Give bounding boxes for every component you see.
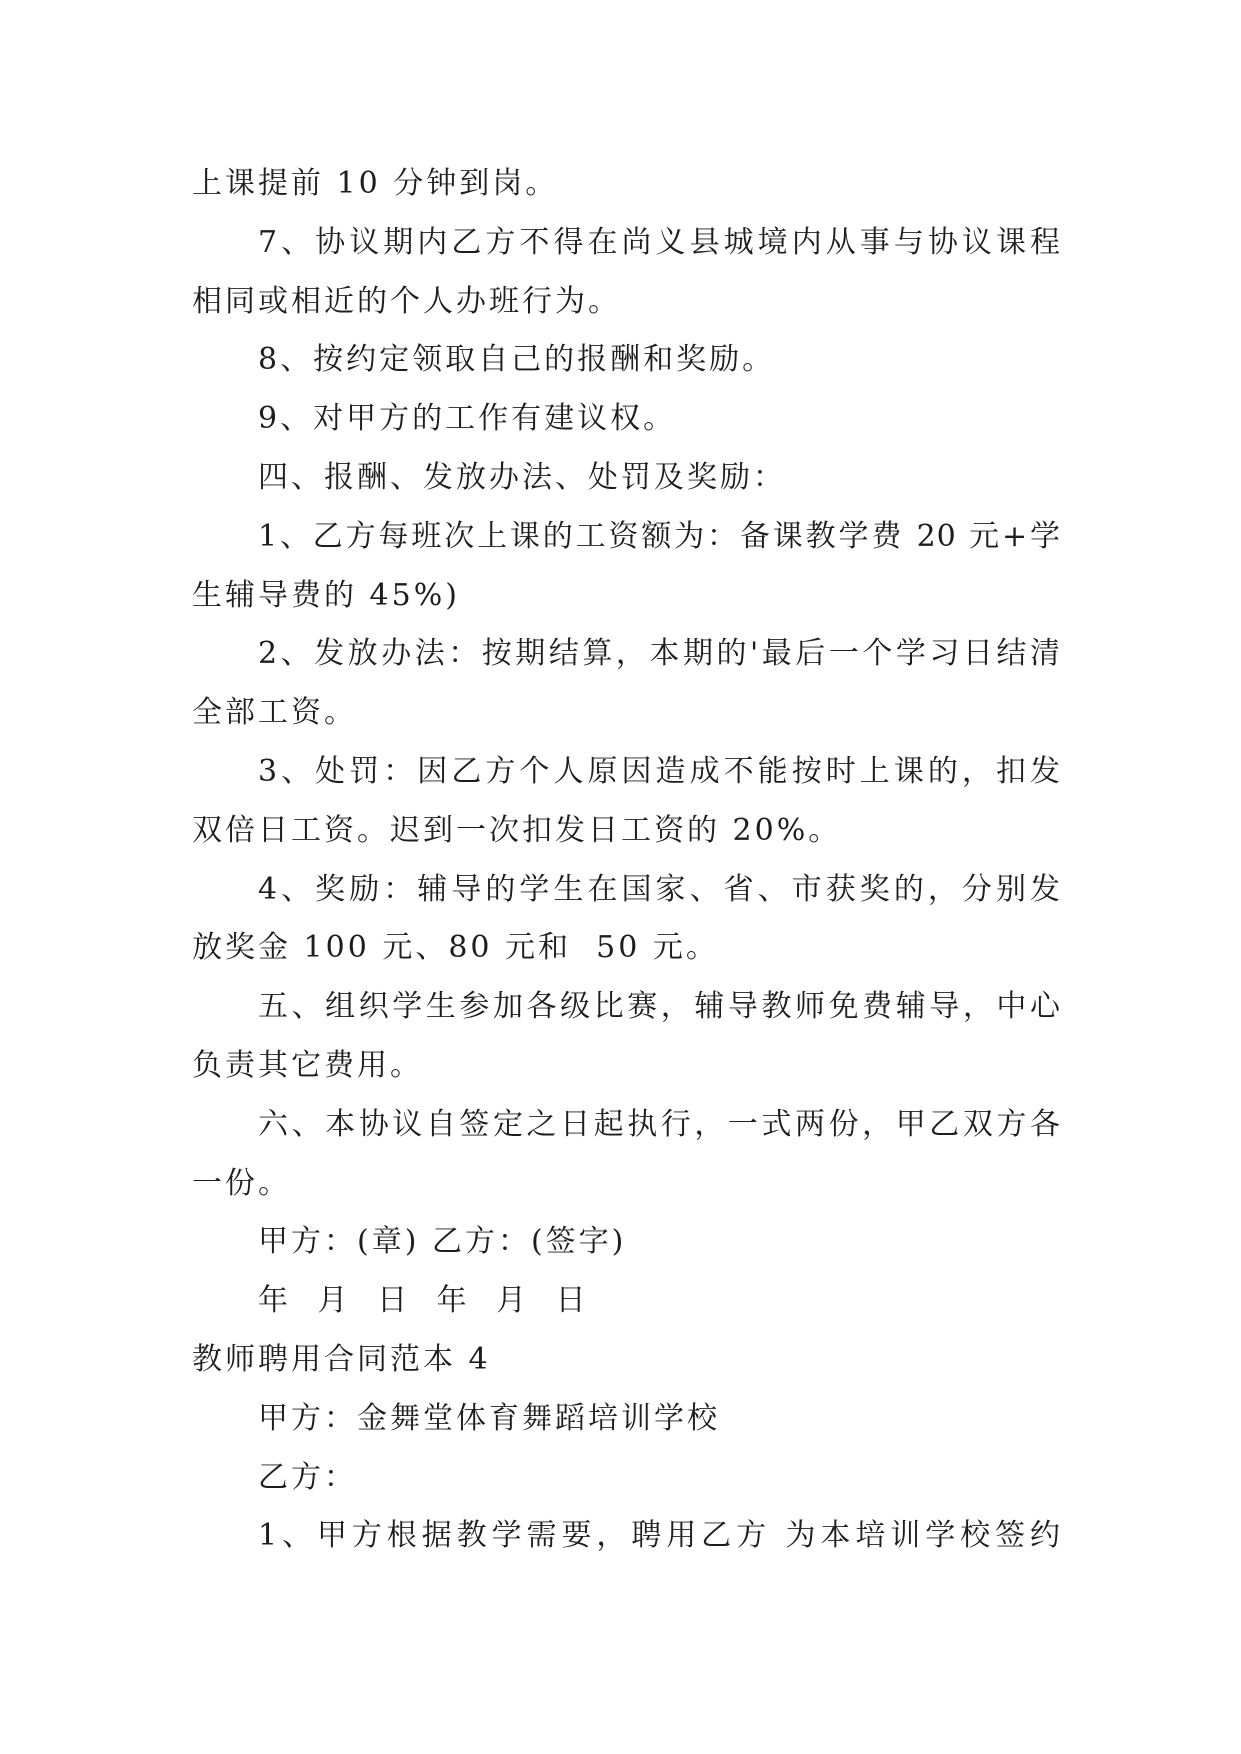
section-6 [192, 1096, 1061, 1214]
paragraph-line: 1、甲方根据教学需要，聘用乙方 为本培训学校签约 [258, 1518, 1061, 1554]
paragraph-line: 甲方：金舞堂体育舞蹈培训学校 [258, 1400, 720, 1436]
party-a [192, 1390, 1061, 1449]
paragraph-line: 7、协议期内乙方不得在尚义县城境内从事与协议课程 [258, 224, 1061, 260]
clause-7 [192, 214, 1061, 332]
date-line [192, 1272, 1061, 1331]
paragraph-line: 年 月 日 年 月 日 [258, 1283, 589, 1319]
paragraph-line: 相同或相近的个人办班行为。 [192, 283, 621, 319]
paragraph-line: 双倍日工资。迟到一次扣发日工资的 20%。 [192, 812, 842, 848]
paragraph-line: 放奖金 100 元、80 元和 50 元。 [192, 930, 719, 966]
continued-clause [192, 155, 1061, 214]
clause-1 [192, 1507, 1061, 1566]
paragraph-line: 全部工资。 [192, 695, 357, 731]
contract-title: 教师聘用合同范本 4 [192, 1341, 491, 1377]
paragraph-line: 五、组织学生参加各级比赛，辅导教师免费辅导，中心 [258, 989, 1061, 1025]
paragraph-line: 一份。 [192, 1165, 291, 1201]
document-body [192, 155, 1061, 1566]
paragraph-line: 4、奖励：辅导的学生在国家、省、市获奖的，分别发 [258, 871, 1061, 907]
paragraph-line: 9、对甲方的工作有建议权。 [258, 401, 677, 437]
clause-8 [192, 331, 1061, 390]
signature-line [192, 1213, 1061, 1272]
clause-9 [192, 390, 1061, 449]
paragraph-line: 2、发放办法：按期结算，本期的'最后一个学习日结清 [258, 636, 1061, 672]
payment-clause-1 [192, 508, 1061, 626]
paragraph-line: 负责其它费用。 [192, 1047, 423, 1083]
paragraph-line: 生辅导费的 45%) [192, 577, 460, 613]
paragraph-line: 上课提前 10 分钟到岗。 [192, 166, 559, 201]
paragraph-line: 六、本协议自签定之日起执行，一式两份，甲乙双方各 [258, 1106, 1061, 1142]
section-5 [192, 978, 1061, 1096]
paragraph-line: 乙方： [258, 1459, 357, 1495]
paragraph-line: 甲方：(章) 乙方：(签字) [258, 1224, 627, 1260]
payment-clause-2 [192, 625, 1061, 743]
section-4-heading [192, 449, 1061, 508]
party-b [192, 1449, 1061, 1508]
paragraph-line: 四、报酬、发放办法、处罚及奖励： [258, 459, 786, 495]
reward-clause-4 [192, 861, 1061, 979]
penalty-clause-3 [192, 743, 1061, 861]
paragraph-line: 8、按约定领取自己的报酬和奖励。 [258, 342, 776, 378]
paragraph-line: 3、处罚：因乙方个人原因造成不能按时上课的，扣发 [258, 753, 1061, 789]
paragraph-line: 1、乙方每班次上课的工资额为：备课教学费 20 元+学 [258, 518, 1061, 554]
